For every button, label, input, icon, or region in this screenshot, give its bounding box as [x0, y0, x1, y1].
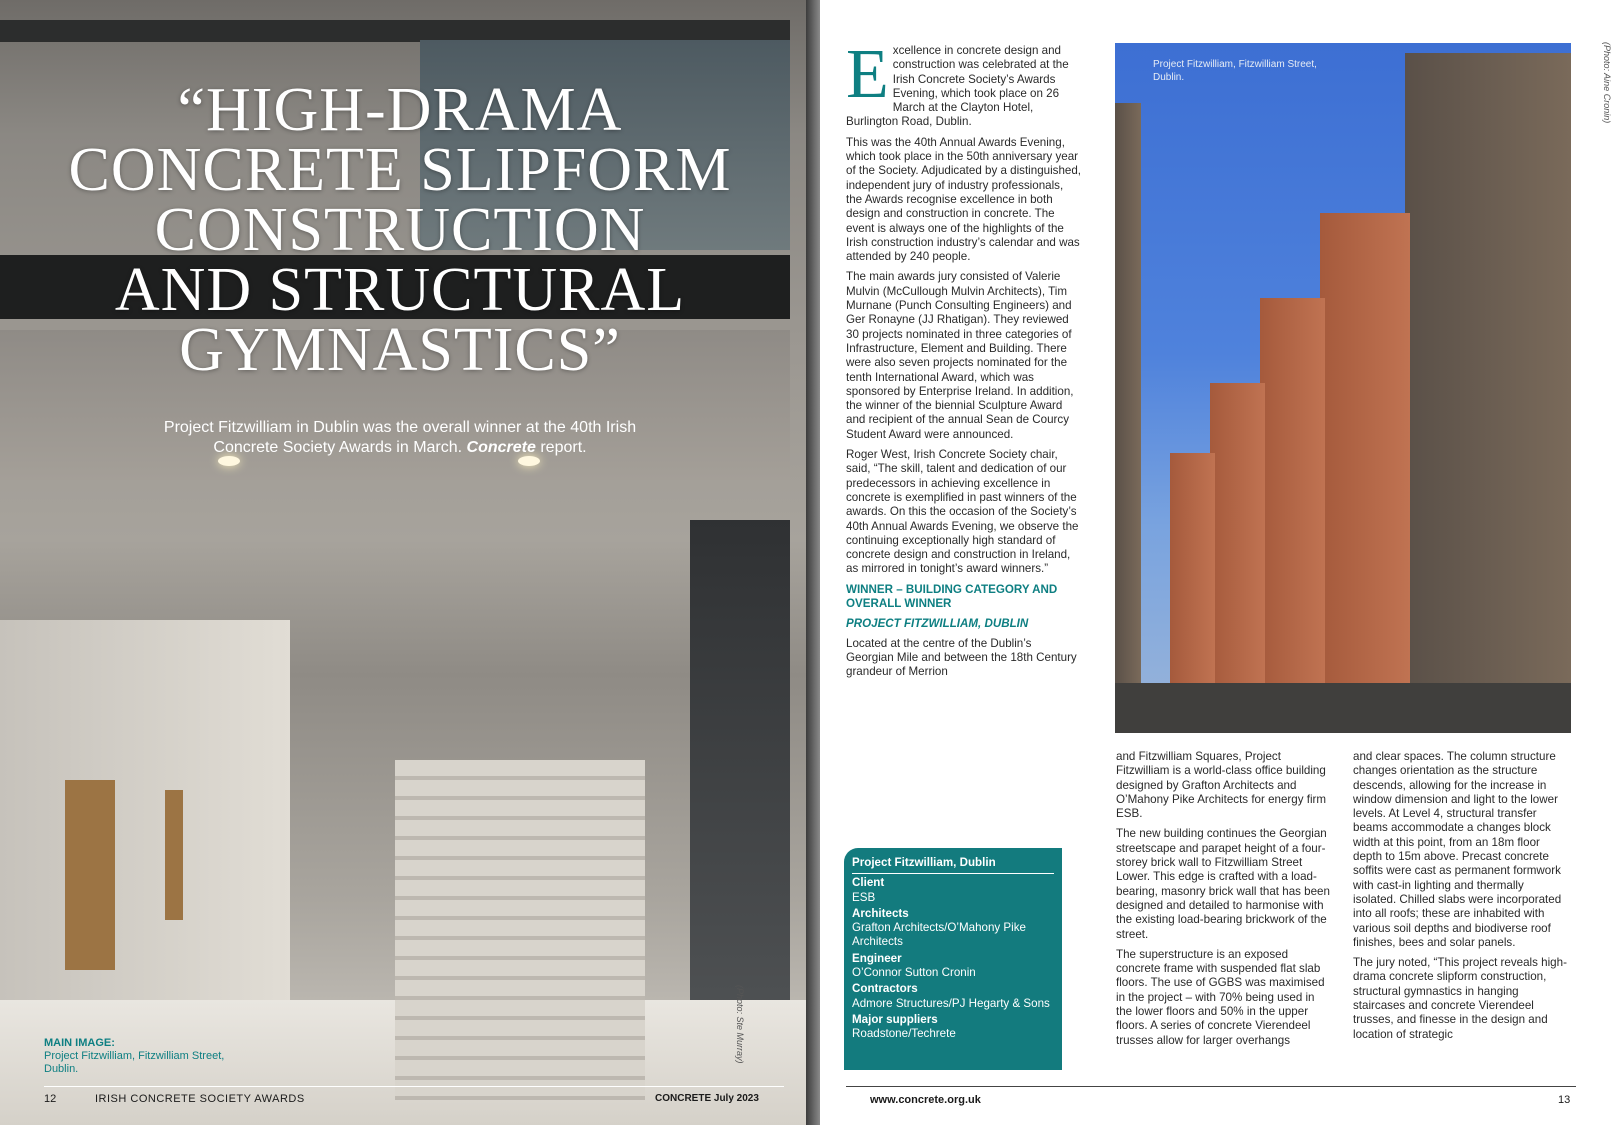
page-number: 12 [44, 1093, 57, 1105]
concrete-stair [395, 760, 645, 1100]
body-paragraph: The superstructure is an exposed concrete frame with suspended flat slab floors. The use of GGBS was maximised in the project – with 70% being used in the lower floors and 50% in the upper floors. A series of concrete Vierendeel trusses allow for larger overhangs [1116, 947, 1325, 1047]
caption-text: Project Fitzwilliam, Fitzwilliam Street, Dublin. [44, 1050, 225, 1075]
info-box-title: Project Fitzwilliam, Dublin [852, 856, 1054, 874]
headline-line: CONCRETE SLIPFORM [68, 136, 732, 204]
project-subheading: PROJECT FITZWILLIAM, DUBLIN [846, 616, 1029, 630]
headline-line: “HIGH-DRAMA [177, 76, 623, 144]
page-number: 13 [1558, 1094, 1571, 1106]
photo-caption: Project Fitzwilliam, Fitzwilliam Street, Dublin. [1153, 59, 1317, 83]
body-paragraph: The jury noted, “This project reveals high-drama concrete slipform construction, structural gymnastics in hanging staircases and concrete Vierendeel trusses, and finesse in the design and location of strategic [1353, 956, 1567, 1041]
ceiling-band [0, 20, 790, 42]
standfirst-lead: Project Fitzwilliam in Dublin was the overall winner at the 40th Irish Concrete Society Awards in March. [163, 419, 637, 456]
column-1 [846, 36, 1082, 686]
photo-credit: (Photo: Ste Murray) [735, 985, 745, 1064]
info-label: Architects [852, 906, 909, 920]
column-3 [1353, 750, 1569, 1048]
footer-rule [44, 1086, 784, 1087]
info-value: Grafton Architects/O’Mahony Pike Architects [852, 921, 1026, 949]
spine-gutter [806, 0, 820, 1125]
info-label: Contractors [852, 982, 918, 996]
magazine-footer: CONCRETE July 2023 [655, 1093, 759, 1104]
right-page [820, 0, 1617, 1125]
footer-rule [846, 1086, 1576, 1087]
drop-cap: E [846, 36, 889, 113]
body-paragraph: The main awards jury consisted of Valerie Mulvin (McCullough Mulvin Architects), Tim Murnane (Punch Consulting Engineers) and Ger Ronayne (JJ Rhatigan). They reviewed 30 projects nominated in three categories of Infrastructure, Element and Building. There were also seven projects nominated for the tenth International Award, which was sponsored by Enterprise Ireland. In addition, the winner of the biennial Sculpture Award and recipient of the annual Sean de Courcy Student Award were announced. [846, 270, 1074, 441]
brick-facade [1170, 453, 1215, 683]
intro-paragraph [846, 36, 1082, 130]
caption-label: MAIN IMAGE: [44, 1037, 115, 1049]
standfirst [130, 418, 670, 458]
website-url: www.concrete.org.uk [870, 1094, 981, 1106]
info-value: O’Connor Sutton Cronin [852, 966, 976, 980]
intro-text: xcellence in concrete design and construction was celebrated at the Irish Concrete Society’s Awards Evening, which took place on 26 March at the Clayton Hotel, Burlington Road, Dublin. [846, 44, 1069, 129]
headline-line: CONSTRUCTION [154, 196, 646, 264]
body-paragraph: This was the 40th Annual Awards Evening, which took place in the 50th anniversary year of the Society. Adjudicated by a distinguished, independent jury of industry professionals, the Awards recognise excellence in both design and construction in concrete. The event is always one of the highlights of the Irish construction industry’s calendar and was attended by 240 people. [846, 135, 1082, 264]
timber-door [65, 780, 115, 970]
body-paragraph: Roger West, Irish Concrete Society chair, said, “The skill, talent and dedication of our predecessors in achieving excellence in concrete is exemplified in past winners of the awards. On this the occasion of the Society’s 40th Annual Awards Evening, we observe the continuing exceptionally high standard of concrete design and construction in Ireland, as mirrored in tonight’s award winners.” [846, 448, 1079, 576]
info-label: Engineer [852, 951, 902, 965]
headline-line: GYMNASTICS” [179, 316, 621, 384]
info-value: Admore Structures/PJ Hegarty & Sons [852, 996, 1050, 1010]
info-label: Client [852, 876, 885, 890]
feature-headline [60, 76, 740, 384]
brick-facade [1260, 298, 1325, 683]
brick-facade [1320, 213, 1410, 683]
magazine-name: Concrete [466, 439, 536, 456]
body-paragraph: and Fitzwilliam Squares, Project Fitzwilliam is a world-class office building designed by Grafton Architects and O’Mahony Pike Architects for energy firm ESB. [1116, 750, 1327, 821]
info-value: Roadstone/Techrete [852, 1027, 956, 1041]
standfirst-tail: report. [535, 439, 587, 456]
body-paragraph: Located at the centre of the Dublin’s Georgian Mile and between the 18th Century grandeur of Merrion [846, 636, 1077, 679]
info-value: ESB [852, 890, 876, 904]
headline-line: AND STRUCTURAL [114, 256, 686, 324]
project-info-box [844, 848, 1062, 1070]
timber-door [165, 790, 183, 920]
info-label: Major suppliers [852, 1012, 938, 1026]
stone-wall [0, 620, 290, 1020]
section-title: IRISH CONCRETE SOCIETY AWARDS [95, 1093, 305, 1105]
subheading: WINNER – BUILDING CATEGORY AND OVERALL WINNER [846, 582, 1058, 610]
old-building-left [1115, 103, 1141, 683]
column-2 [1116, 750, 1332, 1054]
left-page [0, 0, 806, 1125]
photo-credit: (Photo: Aine Cronin) [1602, 42, 1612, 124]
body-paragraph: and clear spaces. The column structure changes orientation as the structure descends, allowing for the increase in window dimension and light to the lower levels. At Level 4, structural transfer beams accommodate a changes block width at this point, from an 18m floor depth to 15m above. Precast concrete soffits were cast as permanent formwork with cast-in lighting and thermally isolated. Chilled slabs were incorporated into all roofs; these are inhabited with various soil depths and biodiverse roof finishes, bees and solar panels. [1353, 750, 1562, 949]
street [1115, 683, 1571, 733]
brick-facade [1210, 383, 1265, 683]
body-paragraph: The new building continues the Georgian streetscape and parapet height of a four-storey brick wall to Fitzwilliam Street Lower. This edge is crafted with a load-bearing, masonry brick wall that has been designed and detailed to harmonise with the existing load-bearing brickwork of the street. [1116, 827, 1330, 941]
georgian-terrace [1405, 53, 1571, 683]
main-image-caption [44, 1037, 244, 1076]
building-photo [1115, 43, 1571, 733]
